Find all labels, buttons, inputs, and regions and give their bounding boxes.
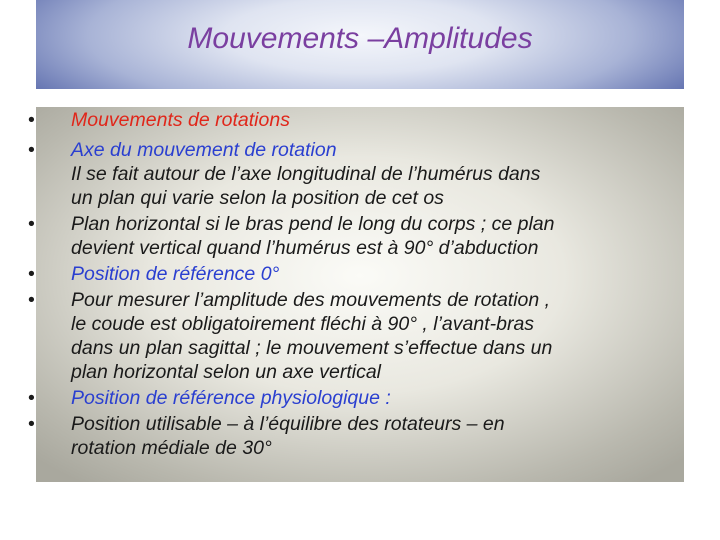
slide-title: Mouvements –Amplitudes xyxy=(187,22,533,55)
bullet-item xyxy=(28,412,684,460)
bullet-item xyxy=(28,386,684,410)
bullet-text: Axe du mouvement de rotation xyxy=(71,139,337,161)
bullet-text: dans un plan sagittal ; le mouvement s’effectue dans un xyxy=(71,337,553,359)
bullet-item xyxy=(28,262,684,286)
bullet-text: Il se fait autour de l’axe longitudinal de l’humérus dans xyxy=(71,163,541,185)
bullet-text: Position de référence 0° xyxy=(71,263,280,285)
bullet-text: Mouvements de rotations xyxy=(71,109,290,131)
bullet-text: Position utilisable – à l’équilibre des rotateurs – en xyxy=(71,413,505,435)
bullet-text: plan horizontal selon un axe vertical xyxy=(71,361,382,383)
bullet-marker: • xyxy=(28,139,35,161)
bullet-marker: • xyxy=(28,263,35,285)
bullet-marker: • xyxy=(28,289,35,311)
bullet-item xyxy=(28,288,684,384)
bullet-marker: • xyxy=(28,213,35,235)
bullet-text: Plan horizontal si le bras pend le long du corps ; ce plan xyxy=(71,213,555,235)
bullet-item xyxy=(28,108,684,132)
bullet-item xyxy=(28,138,684,210)
bullet-text: Position de référence physiologique : xyxy=(71,387,391,409)
title-banner xyxy=(36,0,684,89)
bullet-text: un plan qui varie selon la position de cet os xyxy=(71,187,444,209)
bullet-list xyxy=(28,108,684,459)
bullet-text: devient vertical quand l’humérus est à 90° d’abduction xyxy=(71,237,539,259)
content-panel xyxy=(28,107,684,482)
bullet-marker: • xyxy=(28,413,35,435)
bullet-item xyxy=(28,212,684,260)
bullet-marker: • xyxy=(28,109,35,131)
bullet-text: le coude est obligatoirement fléchi à 90° , l’avant-bras xyxy=(71,313,535,335)
bullet-marker: • xyxy=(28,387,35,409)
bullet-text: rotation médiale de 30° xyxy=(71,437,272,459)
bullet-text: Pour mesurer l’amplitude des mouvements de rotation , xyxy=(71,289,551,311)
